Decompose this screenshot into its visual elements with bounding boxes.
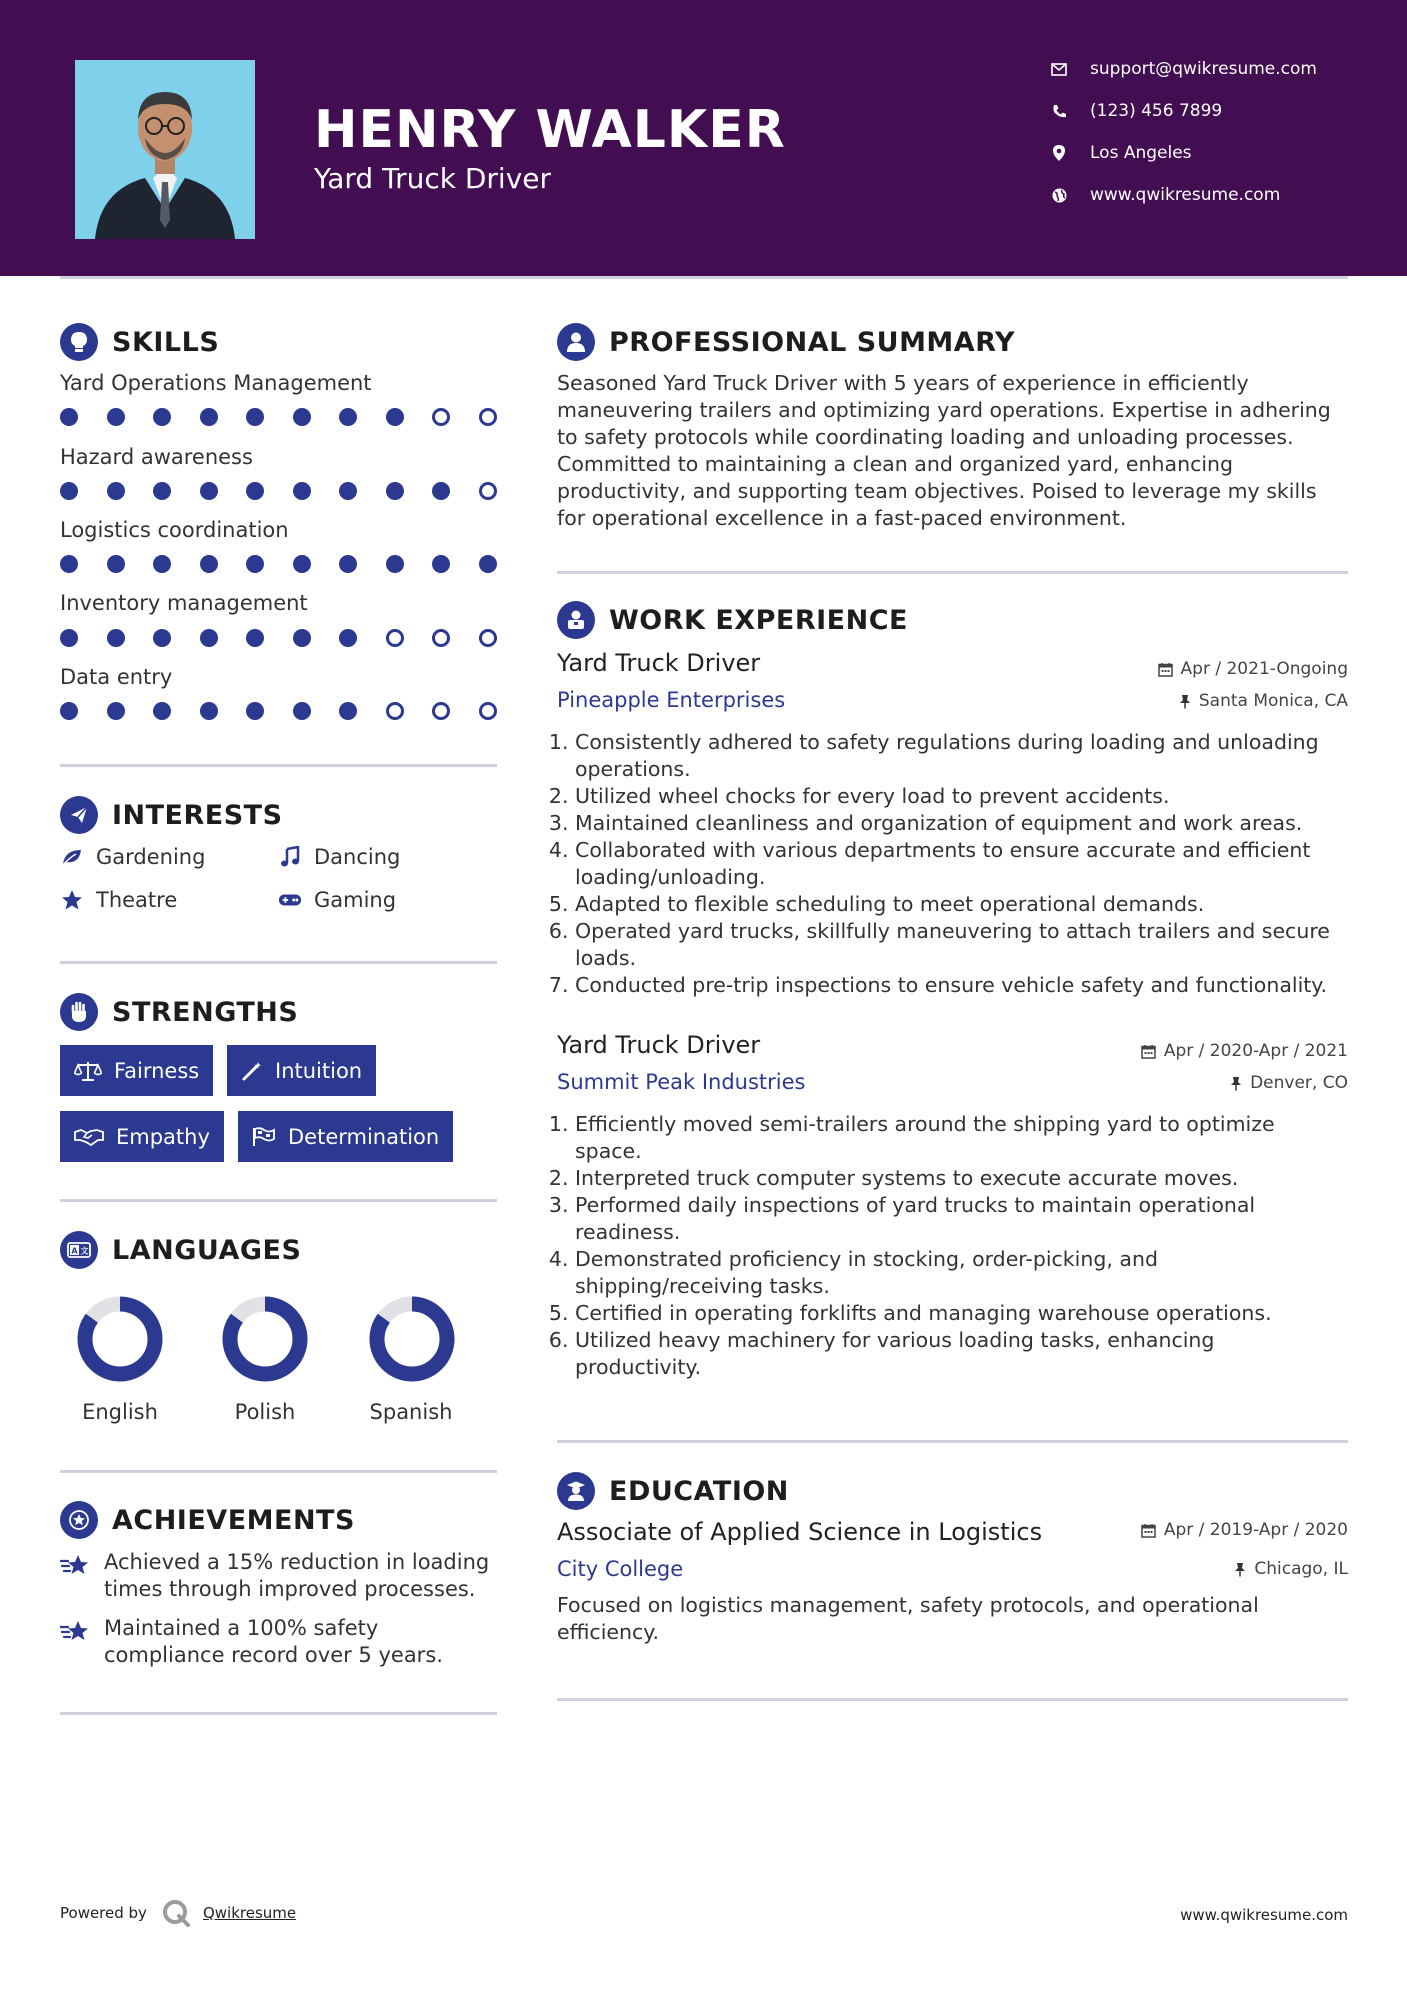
rating-dot-empty (386, 702, 404, 720)
responsibility-item: 3. Performed daily inspections of yard trucks to maintain operational readiness. (575, 1192, 1347, 1246)
rating-dot-filled (339, 555, 357, 573)
rating-dot-filled (153, 555, 171, 573)
strength-tag: Empathy (60, 1111, 224, 1162)
skill-rating (60, 702, 525, 720)
rating-dot-filled (432, 482, 450, 500)
strength-tag: Fairness (60, 1045, 213, 1096)
gamepad-icon (278, 892, 302, 908)
education-location: Chicago, IL (1234, 1559, 1348, 1579)
interest-item: Gaming (278, 888, 396, 912)
rating-dot-filled (153, 702, 171, 720)
rating-dot-filled (60, 629, 78, 647)
globe-icon (1050, 186, 1068, 204)
calendar-icon (1141, 1523, 1156, 1538)
rating-dot-filled (293, 482, 311, 500)
rating-dot-filled (153, 482, 171, 500)
responsibility-item: 4. Demonstrated proficiency in stocking, order-picking, and shipping/receiving tasks. (575, 1246, 1347, 1300)
achievements-heading: ACHIEVEMENTS (60, 1501, 355, 1539)
language-proficiency-donut (77, 1296, 163, 1382)
profile-photo (75, 60, 255, 239)
flag-icon (252, 1127, 276, 1147)
job-title: Yard Truck Driver (557, 649, 761, 677)
contact-website[interactable]: www.qwikresume.com (1050, 185, 1280, 205)
leaf-icon (60, 848, 84, 866)
skill-rating (60, 482, 525, 500)
handshake-icon (74, 1127, 104, 1147)
responsibility-item: 6. Operated yard trucks, skillfully maneuvering to attach trailers and secure loads. (575, 918, 1347, 972)
rating-dot-filled (200, 408, 218, 426)
rating-dot-empty (432, 629, 450, 647)
rating-dot-filled (386, 555, 404, 573)
map-pin-icon (1050, 144, 1068, 162)
school-name: City College (557, 1557, 684, 1581)
responsibility-item: 2. Utilized wheel chocks for every load to prevent accidents. (575, 783, 1347, 810)
rating-dot-filled (60, 408, 78, 426)
rating-dot-filled (293, 629, 311, 647)
rating-dot-empty (479, 482, 497, 500)
resume-header (0, 0, 1407, 276)
rating-dot-empty (432, 408, 450, 426)
company-name: Pineapple Enterprises (557, 688, 786, 712)
pushpin-icon (1230, 1076, 1242, 1091)
section-divider (557, 571, 1348, 574)
responsibility-item: 1. Efficiently moved semi-trailers around the shipping yard to optimize space. (575, 1111, 1347, 1165)
rating-dot-empty (479, 408, 497, 426)
rating-dot-empty (386, 629, 404, 647)
rating-dot-filled (246, 408, 264, 426)
pushpin-icon (1179, 694, 1191, 709)
responsibility-item: 6. Utilized heavy machinery for various loading tasks, enhancing productivity. (575, 1327, 1347, 1381)
hand-icon (60, 993, 98, 1031)
strength-tag: Determination (238, 1111, 453, 1162)
interest-item: Theatre (60, 888, 177, 912)
rating-dot-filled (200, 702, 218, 720)
svg-text:文: 文 (80, 1246, 89, 1256)
rating-dot-filled (339, 482, 357, 500)
rating-dot-filled (60, 702, 78, 720)
brand-link[interactable]: Qwikresume (202, 1904, 297, 1922)
pushpin-icon (1234, 1562, 1246, 1577)
rating-dot-filled (107, 482, 125, 500)
candidate-title: Yard Truck Driver (314, 162, 552, 195)
rating-dot-filled (107, 702, 125, 720)
rating-dot-filled (60, 555, 78, 573)
rating-dot-filled (386, 408, 404, 426)
rating-dot-filled (107, 408, 125, 426)
job-title: Yard Truck Driver (557, 1031, 761, 1059)
star-icon (60, 889, 84, 911)
footer-branding (60, 1898, 296, 1928)
job-location: Santa Monica, CA (1179, 691, 1348, 711)
rating-dot-filled (293, 408, 311, 426)
skills-heading: SKILLS (60, 323, 219, 361)
rating-dot-filled (339, 408, 357, 426)
calendar-icon (1141, 1044, 1156, 1059)
achievement-item: Achieved a 15% reduction in loading times through improved processes. (60, 1549, 504, 1603)
strengths-heading: STRENGTHS (60, 993, 298, 1031)
rating-dot-filled (293, 702, 311, 720)
job-dates: Apr / 2021-Ongoing (1158, 659, 1348, 679)
rating-dot-filled (246, 555, 264, 573)
responsibilities-list (557, 729, 1347, 999)
section-divider (60, 961, 497, 964)
summary-heading: PROFESSIONAL SUMMARY (557, 323, 1015, 361)
job-dates: Apr / 2020-Apr / 2021 (1141, 1041, 1348, 1061)
language-proficiency-donut (369, 1296, 455, 1382)
contact-email[interactable]: support@qwikresume.com (1050, 59, 1317, 79)
rating-dot-filled (246, 702, 264, 720)
job-location: Denver, CO (1230, 1073, 1348, 1093)
responsibility-item: 5. Certified in operating forklifts and managing warehouse operations. (575, 1300, 1347, 1327)
language-icon (60, 1231, 98, 1269)
section-divider (60, 1470, 497, 1473)
rating-dot-filled (200, 482, 218, 500)
section-divider (557, 1698, 1348, 1701)
languages-heading: A 文 LANGUAGES (60, 1231, 301, 1269)
rating-dot-filled (386, 482, 404, 500)
summary-text: Seasoned Yard Truck Driver with 5 years of experience in efficiently maneuvering trailers and optimizing yard operations. Expertise in adhering to safety protocols while coordinating loading and unloading processes. Committed to maintaining a clean and organized yard, enhancing productivity, and supporting team objectives. Poised to leverage my skills for operational excellence in a fast-paced environment. (557, 371, 1331, 530)
award-star-icon (60, 1501, 98, 1539)
language-name: English (82, 1400, 158, 1424)
rating-dot-filled (339, 629, 357, 647)
skill-rating (60, 555, 525, 573)
footer-website[interactable]: www.qwikresume.com (1180, 1906, 1348, 1924)
interest-item: Dancing (278, 845, 400, 869)
rating-dot-filled (479, 555, 497, 573)
education-heading: EDUCATION (557, 1472, 789, 1510)
strength-tag: Intuition (227, 1045, 376, 1096)
shooting-star-icon (60, 1615, 94, 1669)
rating-dot-filled (107, 629, 125, 647)
paper-plane-icon (60, 796, 98, 834)
rating-dot-filled (107, 555, 125, 573)
rating-dot-filled (200, 555, 218, 573)
lightbulb-icon (60, 323, 98, 361)
rating-dot-filled (153, 629, 171, 647)
rating-dot-filled (246, 629, 264, 647)
graduate-icon (557, 1472, 595, 1510)
education-dates: Apr / 2019-Apr / 2020 (1141, 1520, 1348, 1540)
shooting-star-icon (60, 1549, 94, 1603)
rating-dot-filled (153, 408, 171, 426)
skill-rating (60, 408, 525, 426)
language-name: Polish (234, 1400, 296, 1424)
envelope-icon (1050, 60, 1068, 78)
candidate-name: HENRY WALKER (314, 100, 786, 160)
skill-name: Hazard awareness (60, 445, 253, 469)
user-icon (557, 323, 595, 361)
header-divider (60, 276, 1348, 279)
rating-dot-filled (432, 555, 450, 573)
skill-rating (60, 629, 525, 647)
scale-icon (74, 1060, 102, 1082)
achievement-item: Maintained a 100% safety compliance record over 5 years. (60, 1615, 504, 1669)
rating-dot-filled (200, 629, 218, 647)
section-divider (60, 1712, 497, 1715)
skill-name: Logistics coordination (60, 518, 289, 542)
rating-dot-empty (479, 629, 497, 647)
qwikresume-logo-icon (161, 1898, 191, 1928)
education-description: Focused on logistics management, safety protocols, and operational efficiency. (557, 1593, 1259, 1644)
briefcase-user-icon (557, 601, 595, 639)
rating-dot-empty (432, 702, 450, 720)
contact-phone[interactable]: (123) 456 7899 (1050, 101, 1222, 121)
rating-dot-filled (60, 482, 78, 500)
responsibility-item: 4. Collaborated with various departments to ensure accurate and efficient loading/unloading. (575, 837, 1347, 891)
responsibility-item: 3. Maintained cleanliness and organization of equipment and work areas. (575, 810, 1347, 837)
phone-icon (1050, 102, 1068, 120)
magic-wand-icon (241, 1060, 263, 1082)
section-divider (60, 1199, 497, 1202)
calendar-icon (1158, 662, 1173, 677)
language-name: Spanish (369, 1400, 453, 1424)
rating-dot-filled (339, 702, 357, 720)
rating-dot-filled (293, 555, 311, 573)
powered-by-label: Powered by (60, 1904, 147, 1922)
svg-text:A: A (71, 1246, 78, 1256)
language-proficiency-donut (222, 1296, 308, 1382)
skill-name: Inventory management (60, 591, 308, 615)
music-note-icon (278, 846, 302, 868)
rating-dot-empty (479, 702, 497, 720)
interests-heading: INTERESTS (60, 796, 283, 834)
company-name: Summit Peak Industries (557, 1070, 806, 1094)
responsibilities-list (557, 1111, 1347, 1381)
experience-heading: WORK EXPERIENCE (557, 601, 908, 639)
skill-name: Data entry (60, 665, 173, 689)
skill-name: Yard Operations Management (60, 371, 372, 395)
rating-dot-filled (246, 482, 264, 500)
responsibility-item: 5. Adapted to flexible scheduling to meet operational demands. (575, 891, 1347, 918)
contact-location: Los Angeles (1050, 143, 1192, 163)
interest-item: Gardening (60, 845, 205, 869)
responsibility-item: 2. Interpreted truck computer systems to execute accurate moves. (575, 1165, 1347, 1192)
section-divider (557, 1440, 1348, 1443)
responsibility-item: 1. Consistently adhered to safety regulations during loading and unloading operations. (575, 729, 1347, 783)
responsibility-item: 7. Conducted pre-trip inspections to ensure vehicle safety and functionality. (575, 972, 1347, 999)
section-divider (60, 764, 497, 767)
degree-title: Associate of Applied Science in Logistics (557, 1518, 1043, 1546)
